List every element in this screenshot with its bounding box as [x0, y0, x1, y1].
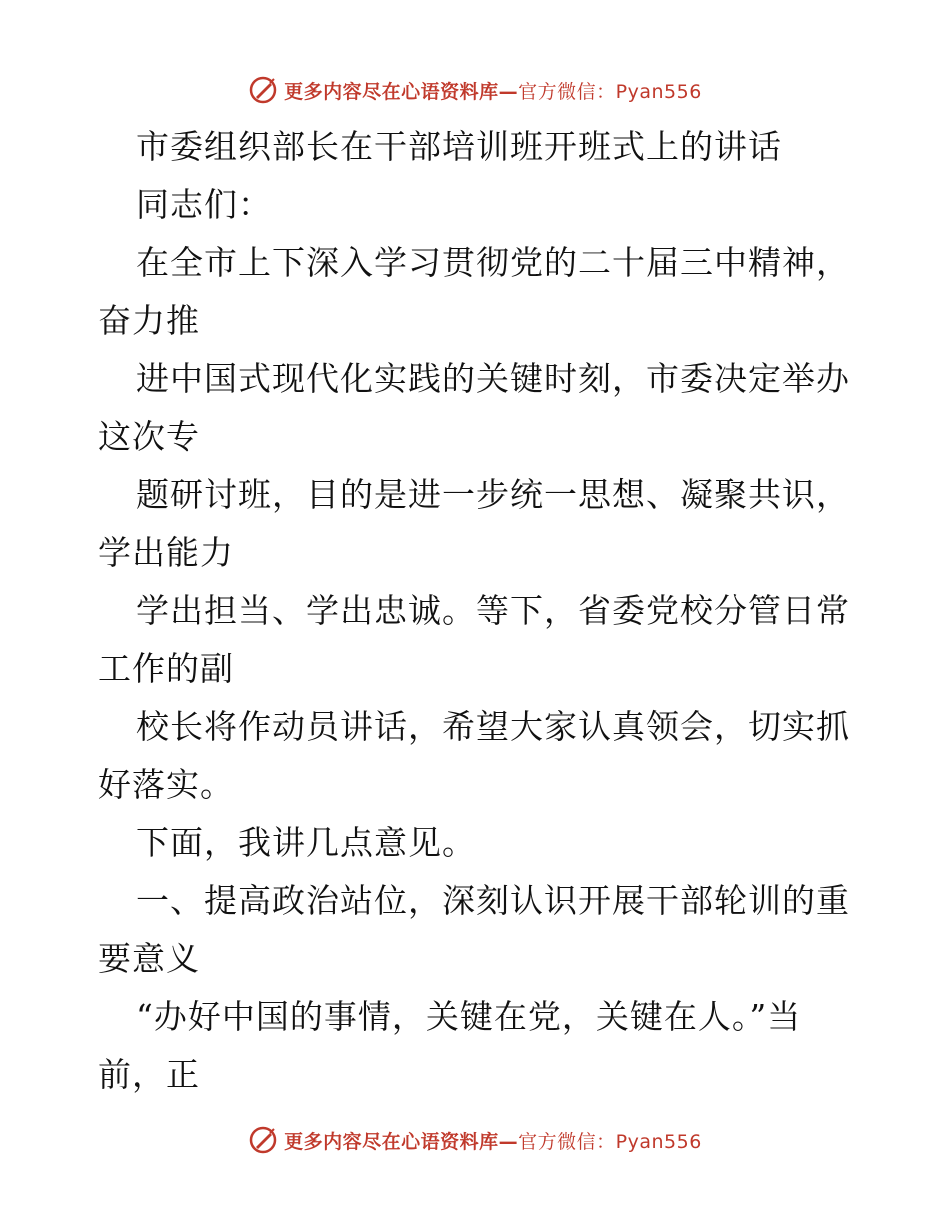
text-line: 市委组织部长在干部培训班开班式上的讲话 [136, 127, 782, 166]
header-wechat-text: 官方微信：Pyan556 [518, 80, 702, 103]
header-watermark-banner [0, 70, 950, 110]
text-line: “办好中国的事情，关键在党，关键在人。”当 [136, 997, 802, 1036]
footer-wechat-text: 官方微信：Pyan556 [518, 1130, 702, 1153]
footer-watermark-banner [0, 1120, 950, 1160]
text-line: 在全市上下深入学习贯彻党的二十届三中精神， [136, 243, 850, 282]
text-line: 学出担当、学出忠诚。等下，省委党校分管日常 [136, 591, 850, 630]
quill-pen-seal-icon [248, 1125, 278, 1155]
text-line: 进中国式现代化实践的关键时刻，市委决定举办 [136, 359, 850, 398]
text-line: 奋力推 [98, 301, 200, 340]
text-line: 一、提高政治站位，深刻认识开展干部轮训的重 [136, 881, 850, 920]
text-line: 题研讨班，目的是进一步统一思想、凝聚共识， [136, 475, 850, 514]
text-line: 这次专 [98, 417, 200, 456]
text-line: 学出能力 [98, 533, 234, 572]
text-line: 同志们： [136, 185, 272, 224]
text-line: 好落实。 [98, 765, 234, 804]
text-line: 校长将作动员讲话，希望大家认真领会，切实抓 [136, 707, 850, 746]
quill-pen-seal-icon [248, 75, 278, 105]
footer-banner-text: 更多内容尽在心语资料库—官方微信：Pyan556 [284, 1130, 702, 1153]
header-banner-text: 更多内容尽在心语资料库—官方微信：Pyan556 [284, 80, 702, 103]
document-body [98, 118, 858, 1104]
text-line: 下面，我讲几点意见。 [136, 823, 476, 862]
text-line: 要意义 [98, 939, 200, 978]
text-line: 前，正 [98, 1055, 200, 1094]
text-line: 工作的副 [98, 649, 234, 688]
